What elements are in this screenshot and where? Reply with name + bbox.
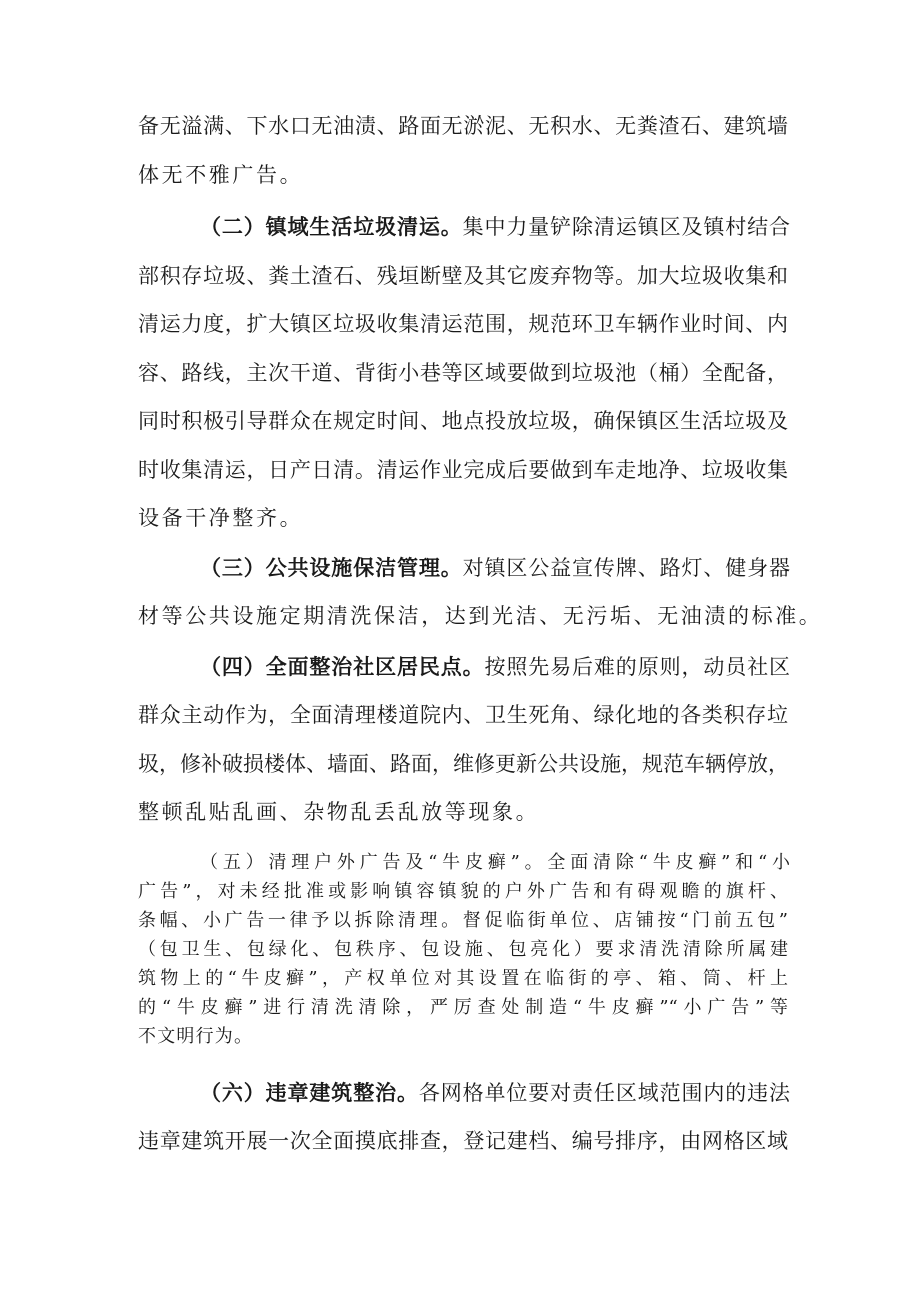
- para4-heading: （四）全面整治社区居民点。: [200, 655, 485, 679]
- para5-line-1: （五）清理户外广告及“牛皮癣”。全面清除“牛皮癣”和“小: [200, 852, 790, 873]
- para3-first-text: 对镇区公益宣传牌、路灯、健身器: [462, 556, 791, 580]
- para2-line-3: 清运力度，扩大镇区垃圾收集清运范围，规范环卫车辆作业时间、内: [138, 312, 788, 336]
- para6-heading: （六）违章建筑整治。: [200, 1081, 419, 1105]
- para1-line-2: 体无不雅广告。: [138, 163, 304, 187]
- para3-heading: （三）公共设施保洁管理。: [200, 556, 463, 580]
- para3-line-1: [200, 553, 790, 583]
- para2-line-6: 时收集清运，日产日清。清运作业完成后要做到车走地净、垃圾收集: [138, 458, 788, 482]
- para5-line-7: 不文明行为。: [138, 1026, 254, 1047]
- para6-line-1: [200, 1078, 790, 1108]
- para4-line-1: [200, 652, 790, 682]
- para2-line-4: 容、路线，主次干道、背街小巷等区域要做到垃圾池（桶）全配备，: [138, 361, 788, 385]
- para5-line-3: 条幅、小广告一律予以拆除清理。督促临街单位、店铺按“门前五包”: [138, 910, 788, 931]
- para5-line-4: （包卫生、包绿化、包秩序、包设施、包亮化）要求清洗清除所属建: [138, 939, 788, 960]
- para4-line-4: 整顿乱贴乱画、杂物乱丢乱放等现象。: [138, 800, 540, 824]
- para3-line-2: 材等公共设施定期清洗保洁，达到光洁、无污垢、无油渍的标准。: [138, 604, 823, 628]
- para2-line-7: 设备干净整齐。: [138, 506, 304, 530]
- para4-line-2: 群众主动作为，全面清理楼道院内、卫生死角、绿化地的各类积存垃: [138, 703, 788, 727]
- para6-line-2: 违章建筑开展一次全面摸底排查，登记建档、编号排序，由网格区域: [138, 1129, 788, 1153]
- para1-line-1: 备无溢满、下水口无油渍、路面无淤泥、无积水、无粪渣石、建筑墙: [138, 114, 788, 138]
- para5-line-6: 的“牛皮癣”进行清洗清除，严厉查处制造“牛皮癣”“小广告”等: [138, 997, 788, 1018]
- para2-line-2: 部积存垃圾、粪土渣石、残垣断壁及其它废弃物等。加大垃圾收集和: [138, 264, 788, 288]
- para5-line-2: 广告”，对未经批准或影响镇容镇貌的户外广告和有碍观瞻的旗杆、: [138, 881, 788, 902]
- para4-first-text: 按照先易后难的原则，动员社区: [484, 655, 790, 679]
- para2-first-text: 集中力量铲除清运镇区及镇村结合: [462, 215, 791, 239]
- para6-first-text: 各网格单位要对责任区域范围内的违法: [418, 1081, 791, 1105]
- para2-heading: （二）镇域生活垃圾清运。: [200, 215, 463, 239]
- para4-line-3: 圾，修补破损楼体、墙面、路面，维修更新公共设施，规范车辆停放，: [138, 752, 789, 776]
- para2-line-5: 同时积极引导群众在规定时间、地点投放垃圾，确保镇区生活垃圾及: [138, 409, 788, 433]
- para5-line-5: 筑物上的“牛皮癣”，产权单位对其设置在临街的亭、箱、筒、杆上: [138, 968, 788, 989]
- para2-line-1: [200, 212, 790, 242]
